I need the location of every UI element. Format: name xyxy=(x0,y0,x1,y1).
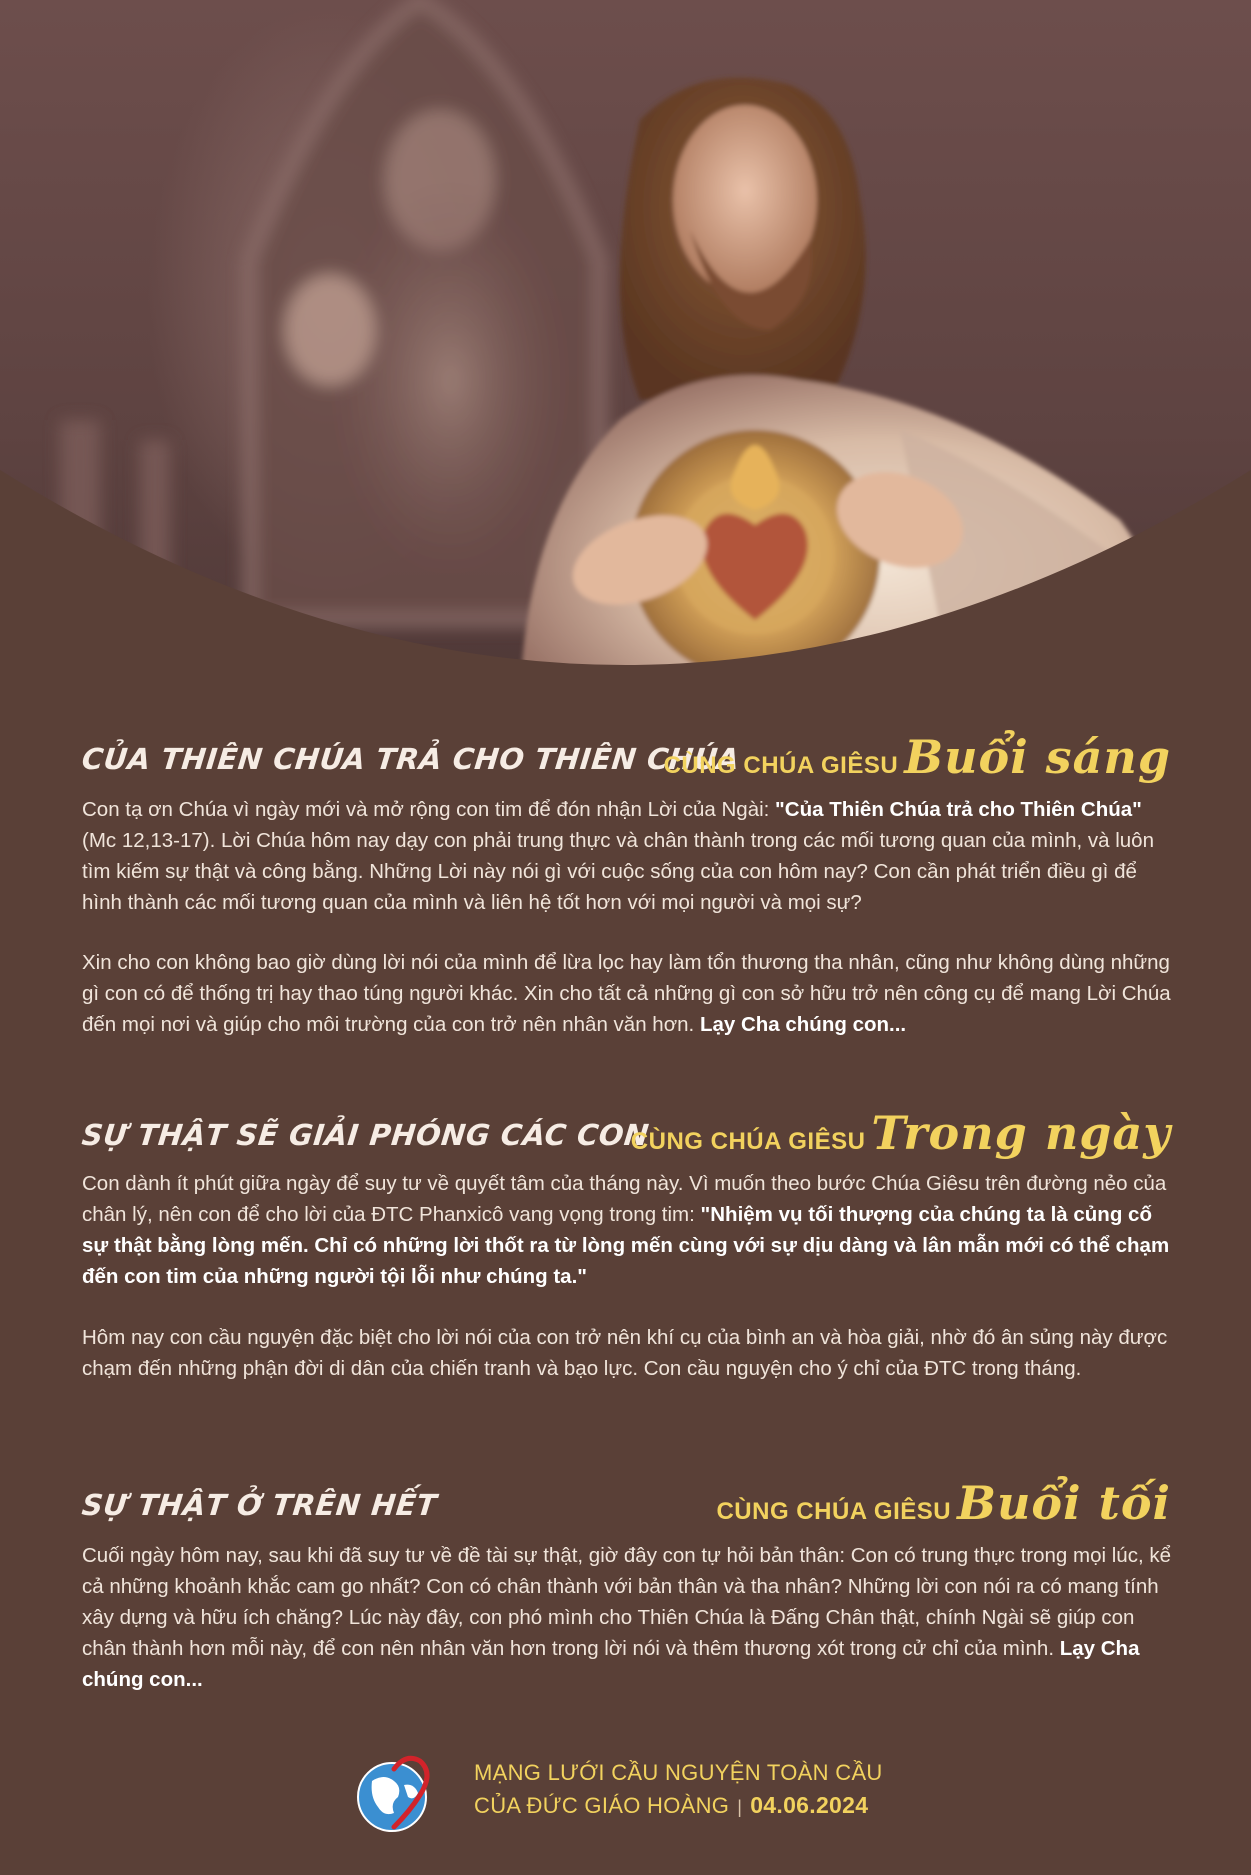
paragraph: Hôm nay con cầu nguyện đặc biệt cho lời nói của con trở nên khí cụ của bình an và hòa giải, nhờ đó ân sủng này được chạm đến những phận đời di dân của chiến tranh và bạo lực. Con cầu nguyện cho ý chỉ của ĐTC trong tháng. xyxy=(82,1326,1168,1380)
tag-label: CÙNG CHÚA GIÊSU xyxy=(716,1498,952,1525)
footer-separator: | xyxy=(737,1797,743,1817)
section-title: CỦA THIÊN CHÚA TRẢ CHO THIÊN CHÚA xyxy=(80,742,742,776)
footer-org-line2: CỦA ĐỨC GIÁO HOÀNG | 04.06.2024 xyxy=(474,1792,869,1818)
tag-script: Buổi tối xyxy=(957,1476,1171,1530)
paragraph: Con dành ít phút giữa ngày để suy tư về quyết tâm của tháng này. Vì muốn theo bước Chúa Giêsu trên đường nẻo của chân lý, nên con để cho lời của ĐTC Phanxicô vang vọng trong tim: "Nhiệm vụ tối thượng của chúng ta là củng cố sự thật bằng lòng mến. Chỉ có những lời thốt ra từ lòng mến cùng với sự dịu dàng và lân mẫn mới có thể chạm đến con tim của những người tội lỗi như chúng ta." xyxy=(82,1172,1170,1288)
footer-date: 04.06.2024 xyxy=(750,1792,869,1818)
section-tag xyxy=(631,1106,1171,1160)
tag-script: Buổi sáng xyxy=(904,730,1171,784)
section-title: SỰ THẬT Ở TRÊN HẾT xyxy=(80,1488,439,1522)
paragraph: Xin cho con không bao giờ dùng lời nói của mình để lừa lọc hay làm tổn thương tha nhân, cũng như không dùng những gì con có để thống trị hay thao túng người khác. Xin cho tất cả những gì con sở hữu trở nên công cụ để mang Lời Chúa đến mọi nơi và giúp cho môi trường của con trở nên nhân văn hơn. Lạy Cha chúng con... xyxy=(82,951,1171,1036)
footer-org-line1: MẠNG LƯỚI CẦU NGUYỆN TOÀN CẦU xyxy=(474,1760,883,1785)
paragraph: Cuối ngày hôm nay, sau khi đã suy tư về đề tài sự thật, giờ đây con tự hỏi bản thân: Con có trung thực trong mọi lúc, kể cả những khoảnh khắc cam go nhất? Con có chân thành với bản thân và tha nhân? Những lời con nói ra có mang tính xây dựng và hữu ích chăng? Lúc này đây, con phó mình cho Thiên Chúa là Đấng Chân thật, chính Ngài sẽ giúp con chân thành hơn mỗi này, để con nên nhân văn hơn trong lời nói và thêm thương xót trong cử chỉ của mình. Lạy Cha chúng con... xyxy=(82,1544,1171,1691)
footer xyxy=(354,1747,914,1833)
section-tag xyxy=(716,1476,1171,1530)
section-title: SỰ THẬT SẼ GIẢI PHÓNG CÁC CON xyxy=(80,1118,651,1152)
sacred-heart-statue-image xyxy=(0,0,1251,720)
hero-image xyxy=(0,0,1251,720)
globe-heart-logo-icon xyxy=(354,1751,438,1835)
paragraph: Con tạ ơn Chúa vì ngày mới và mở rộng con tim để đón nhận Lời của Ngài: "Của Thiên Chúa trả cho Thiên Chúa" (Mc 12,13-17). Lời Chúa hôm nay dạy con phải trung thực và chân thành trong các mối tương quan của mình, và luôn tìm kiếm sự thật và công bằng. Những Lời này nói gì với cuộc sống của con hôm nay? Con cần phát triển điều gì để hình thành các mối tương quan của mình và liên hệ tốt hơn với mọi người và mọi sự? xyxy=(82,798,1154,914)
tag-script: Trong ngày xyxy=(871,1106,1171,1160)
section-tag xyxy=(664,730,1171,784)
tag-label: CÙNG CHÚA GIÊSU xyxy=(630,1128,866,1155)
tag-label: CÙNG CHÚA GIÊSU xyxy=(663,752,899,779)
